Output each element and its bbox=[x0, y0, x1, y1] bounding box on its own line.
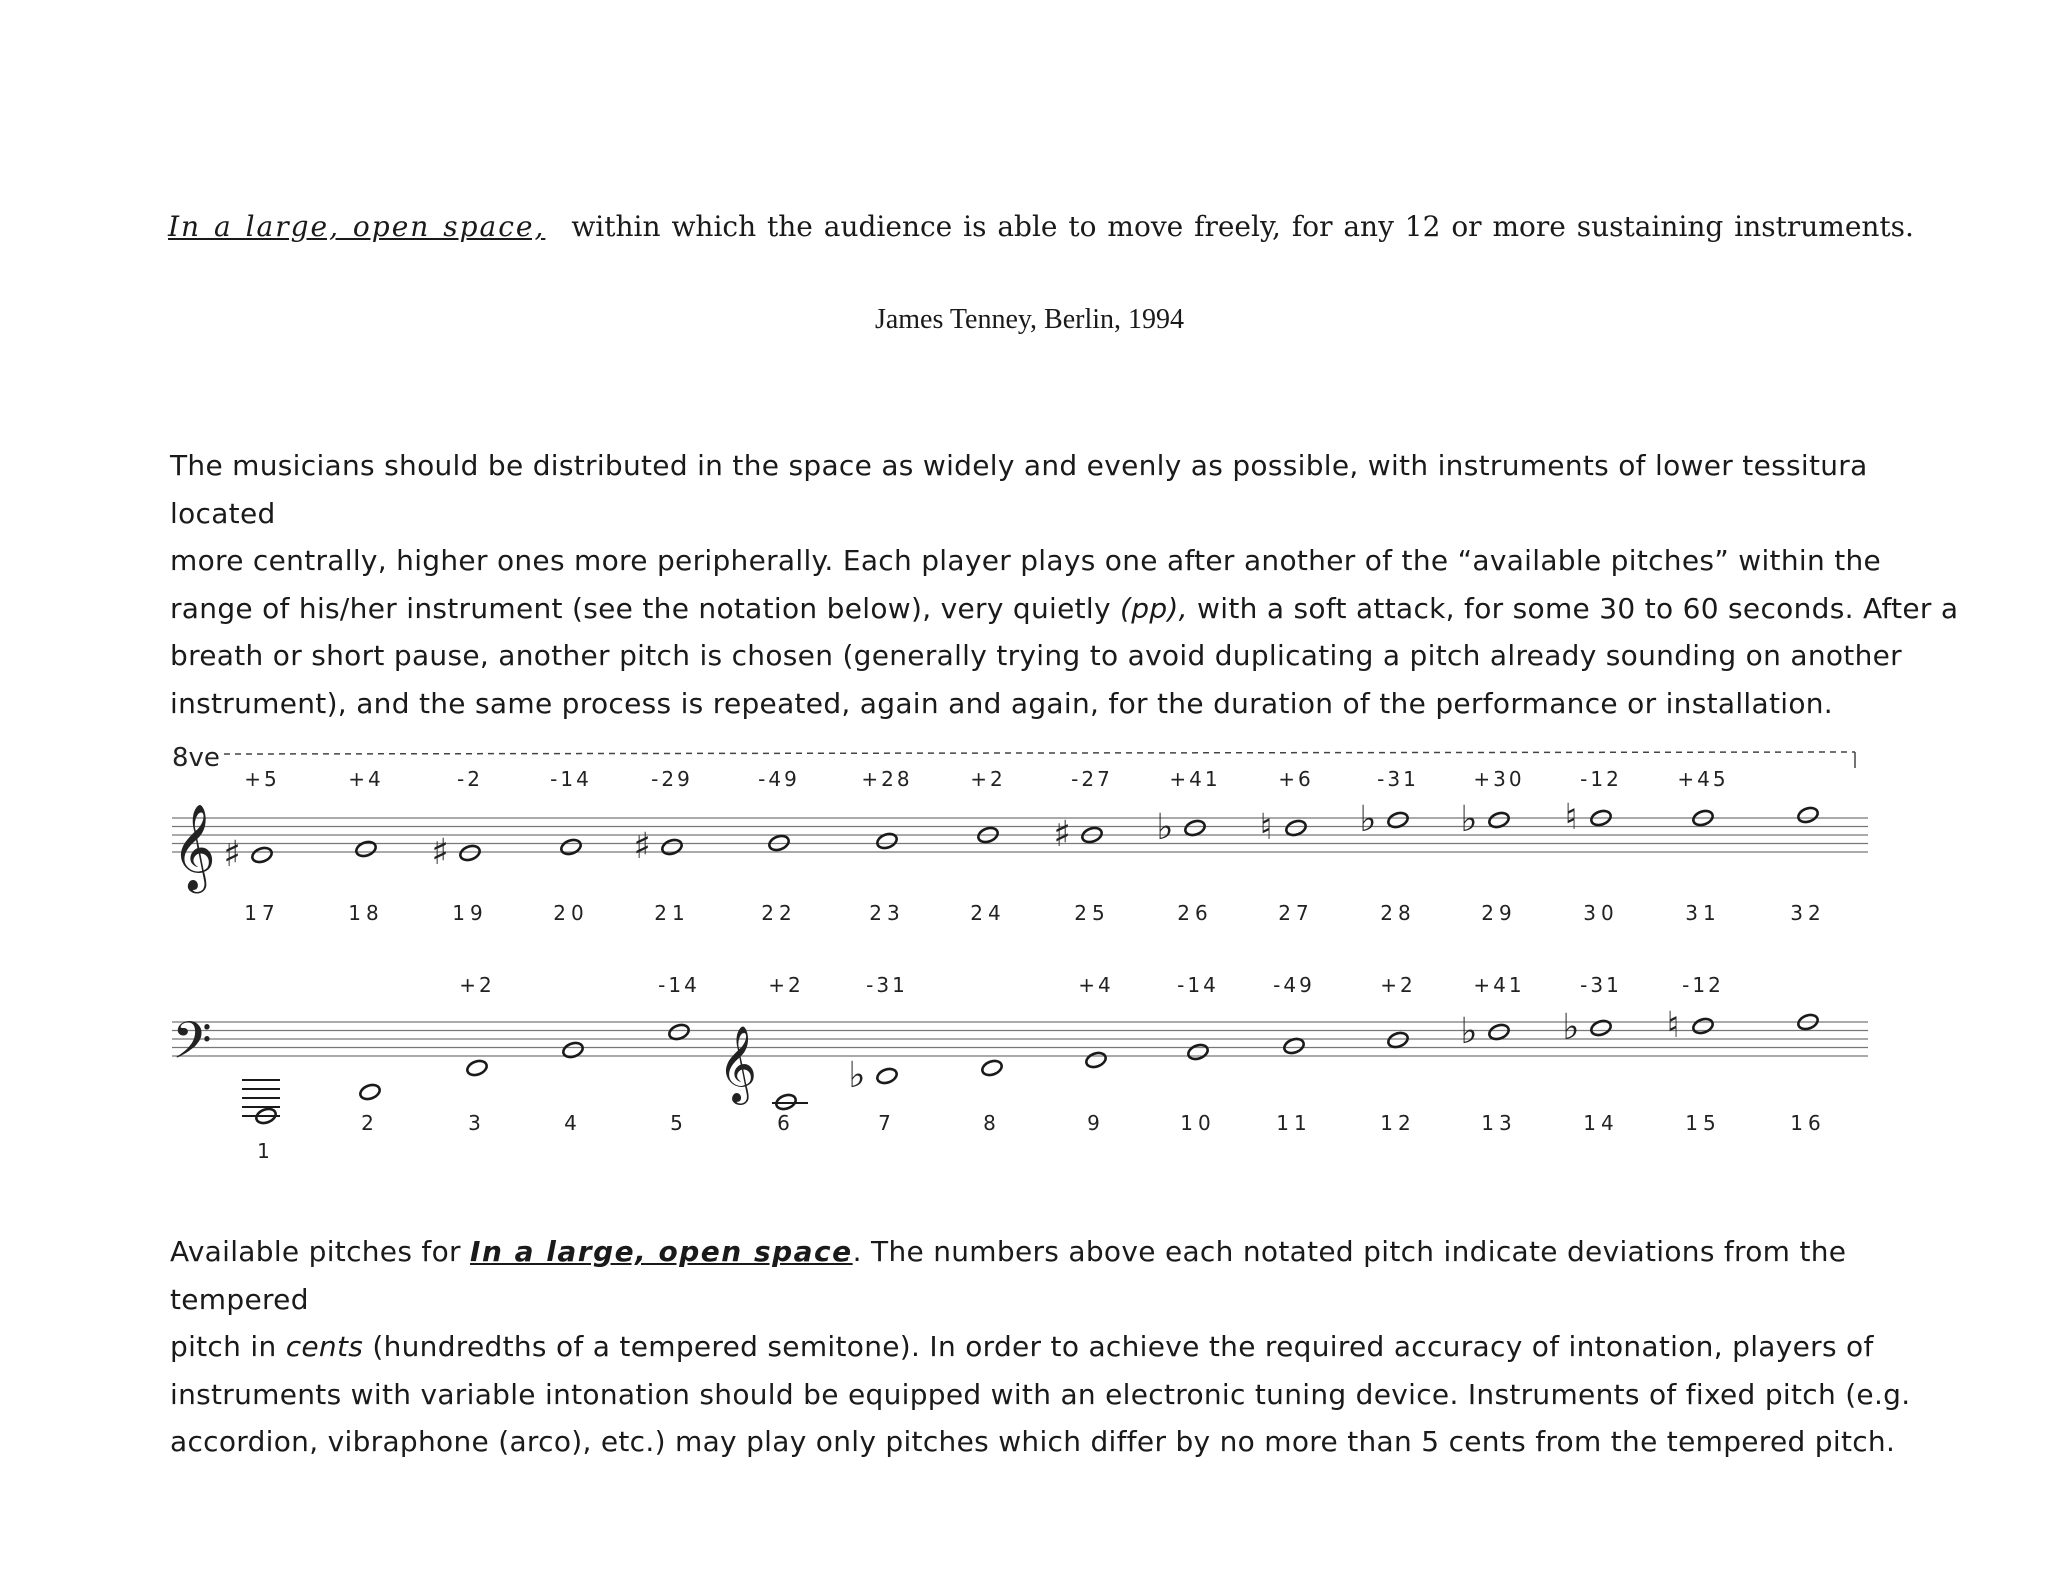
cents-label: +6 bbox=[1278, 767, 1314, 791]
bass-pitch-notehead bbox=[1589, 1018, 1612, 1037]
treble-pitch-notehead bbox=[458, 843, 481, 862]
bass-pitch-notehead bbox=[1796, 1012, 1819, 1031]
pitch-number: 15 bbox=[1685, 1111, 1721, 1135]
cents-label: -49 bbox=[1273, 973, 1315, 997]
cents-term: cents bbox=[285, 1330, 364, 1363]
pitch-number: 23 bbox=[869, 901, 905, 925]
cents-label: +45 bbox=[1677, 767, 1729, 791]
bass-pitch-notehead bbox=[254, 1106, 277, 1125]
pitch-number: 12 bbox=[1380, 1111, 1416, 1135]
treble-pitch-notehead bbox=[1691, 808, 1714, 827]
pitch-number: 18 bbox=[348, 901, 384, 925]
pitch-number: 9 bbox=[1087, 1111, 1105, 1135]
bass-pitch-notehead bbox=[980, 1058, 1003, 1077]
bass-pitch-notehead bbox=[1084, 1050, 1107, 1069]
bass-pitch-accidental: ♭ bbox=[1562, 1007, 1580, 1048]
bass-pitch-notehead bbox=[875, 1066, 898, 1085]
cents-label: -29 bbox=[651, 767, 693, 791]
instructions-line: The musicians should be distributed in the space as widely and evenly as possible, with instruments of lower tessitura located bbox=[170, 449, 1868, 530]
treble-pitch-accidental: ♯ bbox=[1053, 814, 1071, 855]
treble-pitch-notehead bbox=[1386, 810, 1409, 829]
pitch-number: 30 bbox=[1583, 901, 1619, 925]
pitch-number: 10 bbox=[1180, 1111, 1216, 1135]
treble-pitch-notehead bbox=[1796, 805, 1819, 824]
cents-label: -31 bbox=[866, 973, 908, 997]
performance-instructions bbox=[170, 442, 1980, 727]
pitch-number: 5 bbox=[670, 1111, 688, 1135]
pitch-number: 6 bbox=[777, 1111, 795, 1135]
pitch-number: 11 bbox=[1276, 1111, 1312, 1135]
cents-label: -31 bbox=[1377, 767, 1419, 791]
treble-pitch-notehead bbox=[1080, 825, 1103, 844]
treble-pitch-notehead bbox=[1487, 810, 1510, 829]
pitch-number: 7 bbox=[878, 1111, 896, 1135]
pitch-number: 8 bbox=[983, 1111, 1001, 1135]
pitch-number: 1 bbox=[257, 1139, 275, 1163]
pitch-number: 24 bbox=[970, 901, 1006, 925]
cents-label: +5 bbox=[244, 767, 280, 791]
cents-label: -14 bbox=[1177, 973, 1219, 997]
cents-label: -31 bbox=[1580, 973, 1622, 997]
treble-pitch-notehead bbox=[976, 825, 999, 844]
pitch-number: 32 bbox=[1790, 901, 1826, 925]
cents-label: -14 bbox=[658, 973, 700, 997]
treble-pitch-notehead bbox=[1183, 818, 1206, 837]
caption-line: instruments with variable intonation should be equipped with an electronic tuning device. Instruments of fixed pitch (e.g. bbox=[170, 1377, 1911, 1411]
piece-title: In a large, open space, bbox=[168, 210, 546, 243]
caption-line bbox=[170, 1228, 1980, 1323]
pitch-number: 22 bbox=[761, 901, 797, 925]
treble-pitch-accidental: ♮ bbox=[1259, 807, 1273, 848]
cents-label: +2 bbox=[768, 973, 804, 997]
treble-clef-change-icon: 𝄞 bbox=[718, 1025, 758, 1102]
cents-label: -12 bbox=[1580, 767, 1622, 791]
cents-label: +4 bbox=[1078, 973, 1114, 997]
caption-text: pitch in bbox=[170, 1330, 286, 1363]
dynamic-marking: (pp), bbox=[1120, 591, 1188, 625]
cents-label: +41 bbox=[1169, 767, 1221, 791]
cents-label: -27 bbox=[1071, 767, 1113, 791]
caption-text: Available pitches for bbox=[170, 1235, 471, 1268]
caption-line: accordion, vibraphone (arco), etc.) may play only pitches which differ by no more than 5 cents from the tempered pitch. bbox=[170, 1425, 1896, 1458]
bass-pitch-notehead bbox=[774, 1092, 797, 1111]
pitch-number: 26 bbox=[1177, 901, 1213, 925]
pitch-number: 13 bbox=[1481, 1111, 1517, 1135]
bass-pitch-notehead bbox=[561, 1040, 584, 1059]
caption-piece-title: In a large, open space bbox=[470, 1235, 853, 1268]
cents-label: -14 bbox=[550, 767, 592, 791]
pitch-number: 21 bbox=[654, 901, 690, 925]
cents-label: -49 bbox=[758, 767, 800, 791]
cents-label: +41 bbox=[1473, 973, 1525, 997]
bass-pitch-notehead bbox=[667, 1022, 690, 1041]
instructions-text: range of his/her instrument (see the notation below), very quietly bbox=[170, 591, 1121, 625]
bass-pitch-notehead bbox=[1487, 1022, 1510, 1041]
treble-pitch-notehead bbox=[875, 831, 898, 850]
cents-label: -12 bbox=[1682, 973, 1724, 997]
bass-pitch-notehead bbox=[465, 1058, 488, 1077]
pitch-number: 31 bbox=[1685, 901, 1721, 925]
pitch-number: 16 bbox=[1790, 1111, 1826, 1135]
treble-pitch-accidental: ♯ bbox=[633, 826, 651, 867]
caption-text: (hundredths of a tempered semitone). In order to achieve the required accuracy of intonation, players of bbox=[363, 1330, 1874, 1363]
treble-pitch-notehead bbox=[1284, 818, 1307, 837]
treble-pitch-notehead bbox=[354, 839, 377, 858]
cents-label: +2 bbox=[1380, 973, 1416, 997]
notation-caption bbox=[170, 1228, 1980, 1466]
treble-pitch-notehead bbox=[1589, 808, 1612, 827]
cents-label: -2 bbox=[457, 767, 483, 791]
bass-pitch-notehead bbox=[1691, 1016, 1714, 1035]
pitch-number: 4 bbox=[564, 1111, 582, 1135]
pitch-number: 3 bbox=[468, 1111, 486, 1135]
treble-pitch-accidental: ♭ bbox=[1460, 799, 1478, 840]
treble-pitch-notehead bbox=[250, 845, 273, 864]
pitch-number: 17 bbox=[244, 901, 280, 925]
bass-pitch-notehead bbox=[1186, 1042, 1209, 1061]
pitch-number: 28 bbox=[1380, 901, 1416, 925]
caption-text: . The numbers above each notated pitch indicate deviations from the tempered bbox=[170, 1235, 1847, 1316]
treble-pitch-notehead bbox=[767, 833, 790, 852]
instructions-line: more centrally, higher ones more peripherally. Each player plays one after another of the “available pitches” within the bbox=[170, 544, 1882, 577]
instructions-text: with a soft attack, for some 30 to 60 seconds. After a bbox=[1187, 591, 1959, 625]
instructions-line bbox=[170, 585, 1980, 633]
pitch-number: 27 bbox=[1278, 901, 1314, 925]
composer-credit: James Tenney, Berlin, 1994 bbox=[874, 304, 1185, 335]
octave-mark: 8ve bbox=[172, 743, 220, 773]
cents-label: +2 bbox=[970, 767, 1006, 791]
treble-clef-icon: 𝄞 bbox=[172, 804, 216, 890]
treble-pitch-accidental: ♭ bbox=[1156, 807, 1174, 848]
bass-pitch-notehead bbox=[1282, 1036, 1305, 1055]
bass-pitch-notehead bbox=[358, 1082, 381, 1101]
bass-pitch-notehead bbox=[1386, 1030, 1409, 1049]
treble-pitch-notehead bbox=[660, 837, 683, 856]
pitch-number: 19 bbox=[452, 901, 488, 925]
cents-label: +28 bbox=[861, 767, 913, 791]
treble-pitch-accidental: ♮ bbox=[1564, 797, 1578, 838]
pitch-number: 20 bbox=[553, 901, 589, 925]
instructions-line: breath or short pause, another pitch is chosen (generally trying to avoid duplicating a pitch already sounding on another bbox=[170, 639, 1902, 672]
caption-line bbox=[170, 1323, 1980, 1371]
cents-label: +30 bbox=[1473, 767, 1525, 791]
bass-pitch-accidental: ♮ bbox=[1666, 1005, 1680, 1046]
cents-label: +4 bbox=[348, 767, 384, 791]
treble-pitch-accidental: ♯ bbox=[431, 832, 449, 873]
cents-label: +2 bbox=[459, 973, 495, 997]
treble-pitch-accidental: ♯ bbox=[223, 834, 241, 875]
treble-pitch-notehead bbox=[559, 837, 582, 856]
instructions-line: instrument), and the same process is repeated, again and again, for the duration of the performance or installation. bbox=[170, 686, 1833, 720]
pitch-number: 14 bbox=[1583, 1111, 1619, 1135]
instrumentation-text: within which the audience is able to move freely, for any 12 or more sustaining instruments. bbox=[571, 210, 1914, 243]
bass-pitch-accidental: ♭ bbox=[848, 1055, 866, 1096]
treble-pitch-accidental: ♭ bbox=[1359, 799, 1377, 840]
title-line bbox=[168, 210, 1914, 243]
pitch-number: 2 bbox=[361, 1111, 379, 1135]
pitch-number: 29 bbox=[1481, 901, 1517, 925]
bass-pitch-accidental: ♭ bbox=[1460, 1011, 1478, 1052]
bass-clef-icon: 𝄢 bbox=[172, 1010, 212, 1083]
pitch-number: 25 bbox=[1074, 901, 1110, 925]
octave-dashed-line bbox=[224, 752, 1855, 754]
